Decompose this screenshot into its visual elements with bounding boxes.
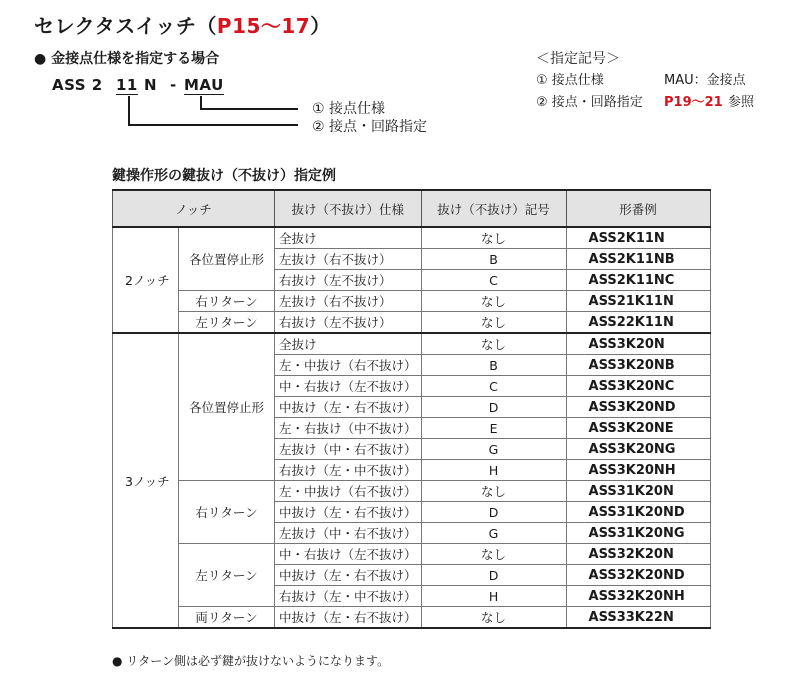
spec-cell: 左・中抜け（右不抜け）	[275, 355, 422, 376]
table-row	[113, 291, 711, 312]
model-cell: ASS2K11NC	[566, 270, 710, 291]
gold-contact-subheading: ● 金接点仕様を指定する場合	[34, 51, 220, 67]
symbol-cell: H	[421, 586, 566, 607]
spec-cell: 右抜け（左・中不抜け）	[275, 460, 422, 481]
spec-cell: 右抜け（左・中不抜け）	[275, 586, 422, 607]
spec-cell: 左抜け（中・右不抜け）	[275, 523, 422, 544]
symbol-cell: B	[421, 355, 566, 376]
code-dash: -	[170, 76, 177, 94]
legend-heading: ＜指定記号＞	[536, 51, 620, 67]
notch-2: 2ノッチ	[113, 227, 179, 333]
callout-line-2-vertical	[128, 96, 130, 125]
model-cell: ASS21K11N	[566, 291, 710, 312]
symbol-cell: G	[421, 523, 566, 544]
symbol-cell: なし	[421, 333, 566, 355]
header-spec: 抜け（不抜け）仕様	[275, 190, 422, 227]
callout-line-1-horizontal	[200, 108, 298, 110]
model-cell: ASS32K20ND	[566, 565, 710, 586]
symbol-cell: なし	[421, 607, 566, 629]
symbol-cell: C	[421, 376, 566, 397]
group-left-return-3: 左リターン	[179, 544, 275, 607]
code-n: N	[144, 76, 158, 94]
footnote: ● リターン側は必ず鍵が抜けないようになります。	[112, 654, 390, 668]
header-model: 形番例	[566, 190, 710, 227]
legend-row2-suffix: 参照	[728, 95, 755, 110]
callout-contact-spec: ① 接点仕様	[312, 101, 386, 117]
model-cell: ASS33K22N	[566, 607, 710, 629]
spec-cell: 右抜け（左不抜け）	[275, 270, 422, 291]
symbol-cell: なし	[421, 481, 566, 502]
model-cell: ASS3K20NC	[566, 376, 710, 397]
symbol-cell: D	[421, 502, 566, 523]
table-row	[113, 544, 711, 565]
spec-cell: 全抜け	[275, 333, 422, 355]
spec-cell: 中抜け（左・右不抜け）	[275, 397, 422, 418]
spec-cell: 中・右抜け（左不抜け）	[275, 544, 422, 565]
group-left-return-2: 左リターン	[179, 312, 275, 334]
table-row	[113, 333, 711, 355]
model-cell: ASS32K20N	[566, 544, 710, 565]
symbol-cell: B	[421, 249, 566, 270]
page-title	[34, 10, 331, 39]
title-pages: P15〜17	[216, 14, 311, 38]
model-cell: ASS3K20NE	[566, 418, 710, 439]
legend-row1-value: MAU：金接点	[664, 73, 746, 88]
symbol-cell: D	[421, 565, 566, 586]
key-removal-table	[112, 189, 711, 629]
callout-contact-circuit: ② 接点・回路指定	[312, 119, 428, 135]
model-cell: ASS3K20NB	[566, 355, 710, 376]
symbol-cell: なし	[421, 312, 566, 334]
group-both-return-3: 両リターン	[179, 607, 275, 629]
code-contact-spec: MAU	[184, 76, 224, 94]
spec-cell: 左抜け（中・右不抜け）	[275, 439, 422, 460]
symbol-cell: H	[421, 460, 566, 481]
model-cell: ASS3K20NG	[566, 439, 710, 460]
symbol-cell: なし	[421, 291, 566, 312]
callout-line-2-horizontal	[128, 124, 298, 126]
spec-cell: 中・右抜け（左不抜け）	[275, 376, 422, 397]
notch-3: 3ノッチ	[113, 333, 179, 628]
table-row	[113, 481, 711, 502]
table-row	[113, 607, 711, 629]
legend-row1-label: ① 接点仕様	[536, 73, 604, 88]
spec-cell: 中抜け（左・右不抜け）	[275, 607, 422, 629]
header-symbol: 抜け（不抜け）記号	[421, 190, 566, 227]
model-cell: ASS3K20N	[566, 333, 710, 355]
group-right-return-3: 右リターン	[179, 481, 275, 544]
symbol-cell: なし	[421, 544, 566, 565]
designation-legend	[536, 48, 755, 114]
model-cell: ASS32K20NH	[566, 586, 710, 607]
symbol-cell: G	[421, 439, 566, 460]
spec-cell: 左・右抜け（中不抜け）	[275, 418, 422, 439]
legend-row2-label: ② 接点・回路指定	[536, 95, 643, 110]
code-contact-circuit: 11	[116, 76, 138, 94]
spec-cell: 左抜け（右不抜け）	[275, 291, 422, 312]
legend-row-1	[536, 70, 746, 92]
model-cell: ASS3K20NH	[566, 460, 710, 481]
model-cell: ASS31K20N	[566, 481, 710, 502]
title-main: セレクタスイッチ（	[34, 14, 217, 38]
symbol-cell: C	[421, 270, 566, 291]
table-header-row	[113, 190, 711, 227]
legend-row-2	[536, 92, 755, 114]
spec-cell: 左・中抜け（右不抜け）	[275, 481, 422, 502]
model-cell: ASS22K11N	[566, 312, 710, 334]
title-close: ）	[310, 14, 331, 38]
spec-cell: 左抜け（右不抜け）	[275, 249, 422, 270]
table-row	[113, 227, 711, 249]
symbol-cell: D	[421, 397, 566, 418]
table-title: 鍵操作形の鍵抜け（不抜け）指定例	[112, 168, 336, 184]
spec-cell: 全抜け	[275, 227, 422, 249]
table-row	[113, 312, 711, 334]
symbol-cell: E	[421, 418, 566, 439]
legend-row2-value: P19〜21	[664, 95, 723, 110]
group-right-return-2: 右リターン	[179, 291, 275, 312]
spec-cell: 右抜け（左不抜け）	[275, 312, 422, 334]
model-cell: ASS31K20ND	[566, 502, 710, 523]
header-notch: ノッチ	[113, 190, 275, 227]
group-each-stop-2: 各位置停止形	[179, 227, 275, 291]
group-each-stop-3: 各位置停止形	[179, 333, 275, 481]
spec-cell: 中抜け（左・右不抜け）	[275, 502, 422, 523]
model-cell: ASS3K20ND	[566, 397, 710, 418]
model-cell: ASS31K20NG	[566, 523, 710, 544]
symbol-cell: なし	[421, 227, 566, 249]
code-prefix: ASS 2	[52, 76, 103, 94]
model-cell: ASS2K11NB	[566, 249, 710, 270]
spec-cell: 中抜け（左・右不抜け）	[275, 565, 422, 586]
model-cell: ASS2K11N	[566, 227, 710, 249]
